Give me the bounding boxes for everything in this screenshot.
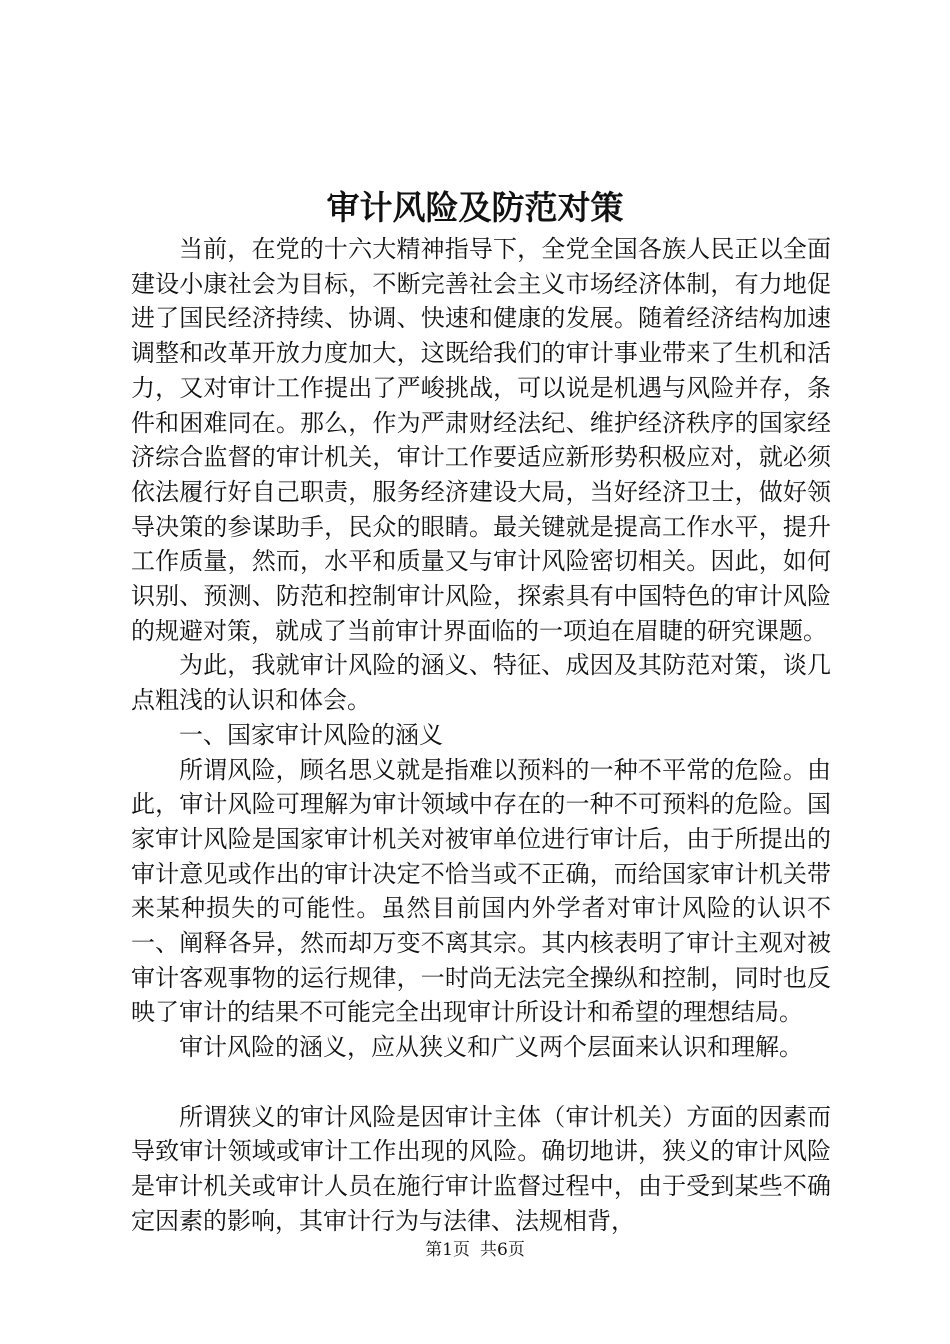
paragraph-intro: 当前，在党的十六大精神指导下，全党全国各族人民正以全面建设小康社会为目标，不断完善社会主义市场经济体制，有力地促进了国民经济持续、协调、快速和健康的发展。随着经济结构加速调整和改革开放力度加大，这既给我们的审计事业带来了生机和活力，又对审计工作提出了严峻挑战，可以说是机遇与风险并存，条件和困难同在。那么，作为严肃财经法纪、维护经济秩序的国家经济综合监督的审计机关，审计工作要适应新形势积极应对，就必须依法履行好自己职责，服务经济建设大局，当好经济卫士，做好领导决策的参谋助手，民众的眼睛。最关键就是提高工作水平，提升工作质量，然而，水平和质量又与审计风险密切相关。因此，如何识别、预测、防范和控制审计风险，探索具有中国特色的审计风险的规避对策，就成了当前审计界面临的一项迫在眉睫的研究课题。 xyxy=(131,235,831,645)
document-body xyxy=(131,232,831,1238)
paragraph-two-levels: 审计风险的涵义，应从狭义和广义两个层面来认识和理解。 xyxy=(179,1033,803,1062)
section-heading: 一、国家审计风险的涵义 xyxy=(179,720,443,749)
paragraph-purpose: 为此，我就审计风险的涵义、特征、成因及其防范对策，谈几点粗浅的认识和体会。 xyxy=(131,651,831,715)
paragraph-narrow-risk: 所谓狭义的审计风险是因审计主体（审计机关）方面的因素而导致审计领域或审计工作出现的风险。确切地讲，狭义的审计风险是审计机关或审计人员在施行审计监督过程中，由于受到某些不确定因素的影响，其审计行为与法律、法规相背， xyxy=(131,1102,831,1235)
page-title: 审计风险及防范对策 xyxy=(326,188,624,227)
page-number: 第1页 xyxy=(425,1240,470,1260)
page-total: 共6页 xyxy=(480,1240,525,1260)
page-footer xyxy=(0,1238,950,1262)
paragraph-risk-definition: 所谓风险，顾名思义就是指难以预料的一种不平常的危险。由此，审计风险可理解为审计领域中存在的一种不可预料的危险。国家审计风险是国家审计机关对被审单位进行审计后，由于所提出的审计意见或作出的审计决定不恰当或不正确，而给国家审计机关带来某种损失的可能性。虽然目前国内外学者对审计风险的认识不一、阐释各异，然而却万变不离其宗。其内核表明了审计主观对被审计客观事物的运行规律，一时尚无法完全操纵和控制，同时也反映了审计的结果不可能完全出现审计所设计和希望的理想结局。 xyxy=(131,755,831,1027)
